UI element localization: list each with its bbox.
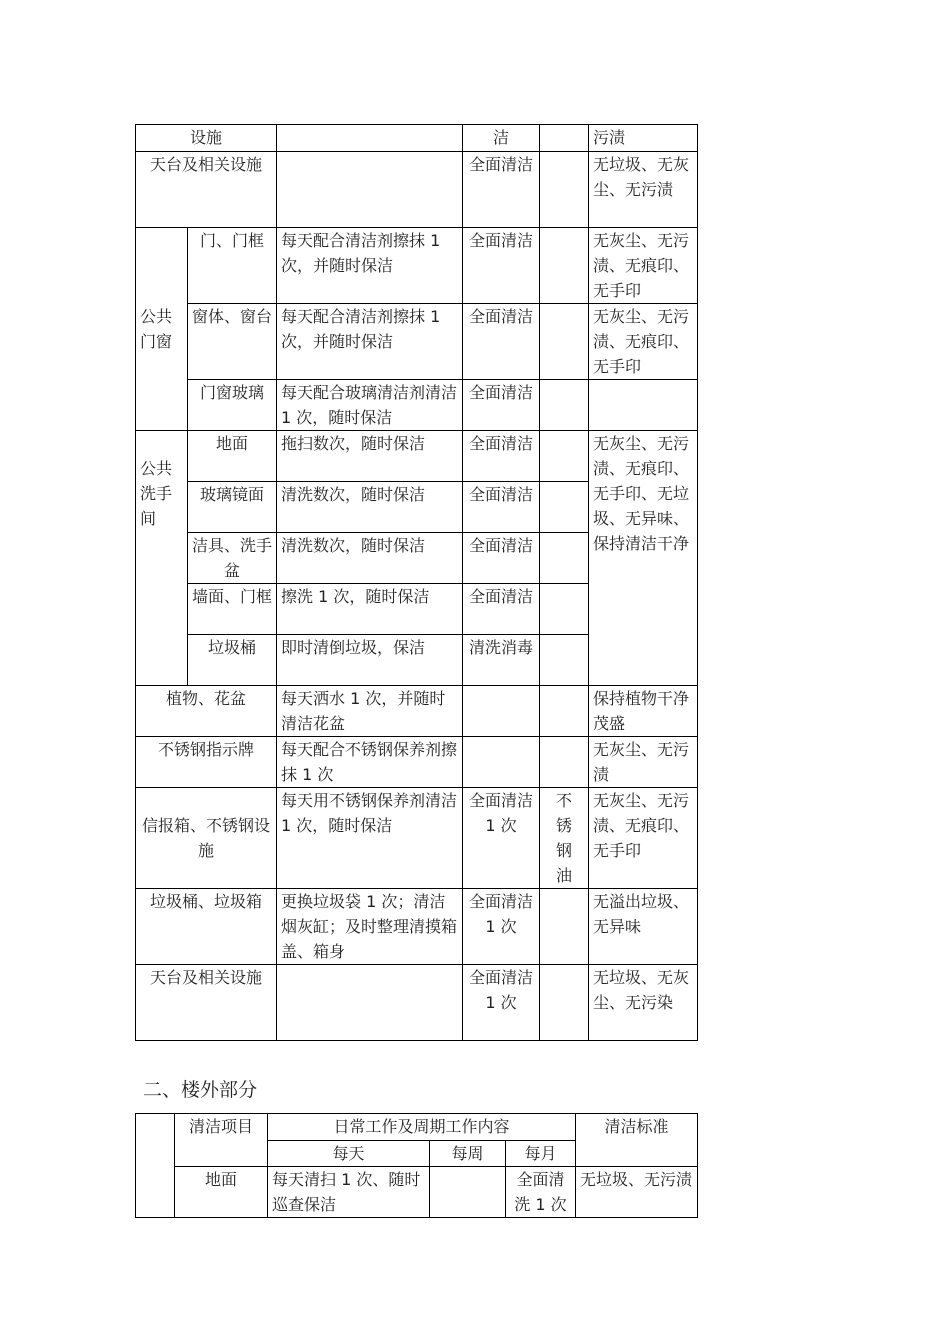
table-row bbox=[136, 1114, 698, 1141]
standard-cell: 无灰尘、无污渍 bbox=[589, 737, 698, 788]
standard-cell: 保持植物干净茂盛 bbox=[589, 686, 698, 737]
weekly-cell: 全面清洁 1 次 bbox=[463, 788, 540, 889]
standard-cell: 无灰尘、无污渍、无痕印、无手印 bbox=[589, 304, 698, 380]
monthly-cell bbox=[540, 889, 589, 965]
daily-cell: 清洗数次，随时保洁 bbox=[277, 482, 463, 533]
standard-cell: 无灰尘、无污渍、无痕印、无手印、无垃圾、无异味、保持清洁干净 bbox=[589, 431, 698, 686]
weekly-cell: 全面清洁 bbox=[463, 380, 540, 431]
daily-cell bbox=[277, 152, 463, 228]
sub-item-cell: 垃圾桶 bbox=[188, 635, 277, 686]
weekly-cell: 全面清洁 bbox=[463, 584, 540, 635]
sub-item-cell: 门窗玻璃 bbox=[188, 380, 277, 431]
table-row bbox=[136, 228, 698, 304]
monthly-cell bbox=[540, 635, 589, 686]
daily-cell: 每天配合不锈钢保养剂擦抹 1 次 bbox=[277, 737, 463, 788]
monthly-cell: 不锈钢油 bbox=[540, 788, 589, 889]
standard-cell: 无灰尘、无污渍、无痕印、无手印 bbox=[589, 228, 698, 304]
monthly-cell bbox=[540, 686, 589, 737]
standard-cell: 无溢出垃圾、无异味 bbox=[589, 889, 698, 965]
daily-cell: 每天清扫 1 次、随时巡查保洁 bbox=[268, 1167, 430, 1218]
daily-cell: 拖扫数次，随时保洁 bbox=[277, 431, 463, 482]
blank-cell bbox=[136, 1114, 175, 1218]
group-cell: 公共门窗 bbox=[136, 228, 188, 431]
daily-cell bbox=[277, 965, 463, 1041]
header-cell: 洁 bbox=[463, 125, 540, 152]
table-row bbox=[136, 1167, 698, 1218]
weekly-cell: 清洗消毒 bbox=[463, 635, 540, 686]
table-row bbox=[136, 788, 698, 889]
standard-cell: 无灰尘、无污渍、无痕印、无手印 bbox=[589, 788, 698, 889]
header-cell: 每周 bbox=[430, 1141, 506, 1167]
sub-item-cell: 玻璃镜面 bbox=[188, 482, 277, 533]
header-cell bbox=[540, 125, 589, 152]
weekly-cell: 全面清洁 bbox=[463, 304, 540, 380]
table-row bbox=[136, 152, 698, 228]
daily-cell: 擦洗 1 次，随时保洁 bbox=[277, 584, 463, 635]
standard-cell: 无垃圾、无污渍 bbox=[576, 1167, 698, 1218]
item-cell: 天台及相关设施 bbox=[136, 965, 277, 1041]
table-row bbox=[136, 965, 698, 1041]
weekly-cell bbox=[430, 1167, 506, 1218]
daily-cell: 每天配合清洁剂擦抹 1 次，并随时保洁 bbox=[277, 304, 463, 380]
table-row bbox=[136, 686, 698, 737]
item-cell: 信报箱、不锈钢设施 bbox=[136, 788, 277, 889]
header-cell: 日常工作及周期工作内容 bbox=[268, 1114, 576, 1141]
daily-cell: 清洗数次，随时保洁 bbox=[277, 533, 463, 584]
monthly-cell bbox=[540, 965, 589, 1041]
daily-cell: 每天用不锈钢保养剂清洁 1 次，随时保洁 bbox=[277, 788, 463, 889]
monthly-cell bbox=[540, 380, 589, 431]
weekly-cell: 全面清洁 bbox=[463, 533, 540, 584]
sub-item-cell: 门、门框 bbox=[188, 228, 277, 304]
weekly-cell: 全面清洁 1 次 bbox=[463, 965, 540, 1041]
weekly-cell bbox=[463, 686, 540, 737]
header-cell: 清洁标准 bbox=[576, 1114, 698, 1167]
header-cell bbox=[277, 125, 463, 152]
table-row bbox=[136, 304, 698, 380]
weekly-cell: 全面清洁 bbox=[463, 482, 540, 533]
header-cell: 每月 bbox=[506, 1141, 576, 1167]
sub-item-cell: 地面 bbox=[188, 431, 277, 482]
outdoor-cleaning-table bbox=[135, 1113, 698, 1218]
standard-cell: 无垃圾、无灰尘、无污渍 bbox=[589, 152, 698, 228]
monthly-cell bbox=[540, 431, 589, 482]
group-cell: 公共洗手间 bbox=[136, 431, 188, 686]
daily-cell: 每天配合玻璃清洁剂清洁 1 次，随时保洁 bbox=[277, 380, 463, 431]
weekly-cell: 全面清洁 bbox=[463, 152, 540, 228]
header-cell: 污渍 bbox=[589, 125, 698, 152]
weekly-cell: 全面清洁 bbox=[463, 228, 540, 304]
header-cell: 清洁项目 bbox=[175, 1114, 268, 1167]
weekly-cell: 全面清洁 1 次 bbox=[463, 889, 540, 965]
indoor-cleaning-table bbox=[135, 124, 698, 1041]
weekly-cell bbox=[463, 737, 540, 788]
table-row bbox=[136, 431, 698, 482]
sub-item-cell: 洁具、洗手盆 bbox=[188, 533, 277, 584]
daily-cell: 即时清倒垃圾，保洁 bbox=[277, 635, 463, 686]
monthly-cell bbox=[540, 228, 589, 304]
monthly-cell bbox=[540, 737, 589, 788]
monthly-cell bbox=[540, 533, 589, 584]
header-cell: 设施 bbox=[136, 125, 277, 152]
daily-cell: 每天洒水 1 次，并随时清洁花盆 bbox=[277, 686, 463, 737]
sub-item-cell: 墙面、门框 bbox=[188, 584, 277, 635]
standard-cell bbox=[589, 380, 698, 431]
monthly-cell bbox=[540, 152, 589, 228]
item-cell: 地面 bbox=[175, 1167, 268, 1218]
item-cell: 垃圾桶、垃圾箱 bbox=[136, 889, 277, 965]
table-row bbox=[136, 889, 698, 965]
monthly-cell bbox=[540, 482, 589, 533]
item-cell: 植物、花盆 bbox=[136, 686, 277, 737]
item-cell: 不锈钢指示牌 bbox=[136, 737, 277, 788]
monthly-cell bbox=[540, 584, 589, 635]
sub-item-cell: 窗体、窗台 bbox=[188, 304, 277, 380]
weekly-cell: 全面清洁 bbox=[463, 431, 540, 482]
table-row bbox=[136, 737, 698, 788]
header-cell: 每天 bbox=[268, 1141, 430, 1167]
monthly-cell bbox=[540, 304, 589, 380]
item-cell: 天台及相关设施 bbox=[136, 152, 277, 228]
monthly-cell: 全面清洗 1 次 bbox=[506, 1167, 576, 1218]
section-title: 二、楼外部分 bbox=[143, 1079, 258, 1101]
daily-cell: 每天配合清洁剂擦抹 1 次，并随时保洁 bbox=[277, 228, 463, 304]
daily-cell: 更换垃圾袋 1 次；清洁烟灰缸；及时整理清摸箱盖、箱身 bbox=[277, 889, 463, 965]
table-row bbox=[136, 380, 698, 431]
standard-cell: 无垃圾、无灰尘、无污染 bbox=[589, 965, 698, 1041]
table-row bbox=[136, 125, 698, 152]
